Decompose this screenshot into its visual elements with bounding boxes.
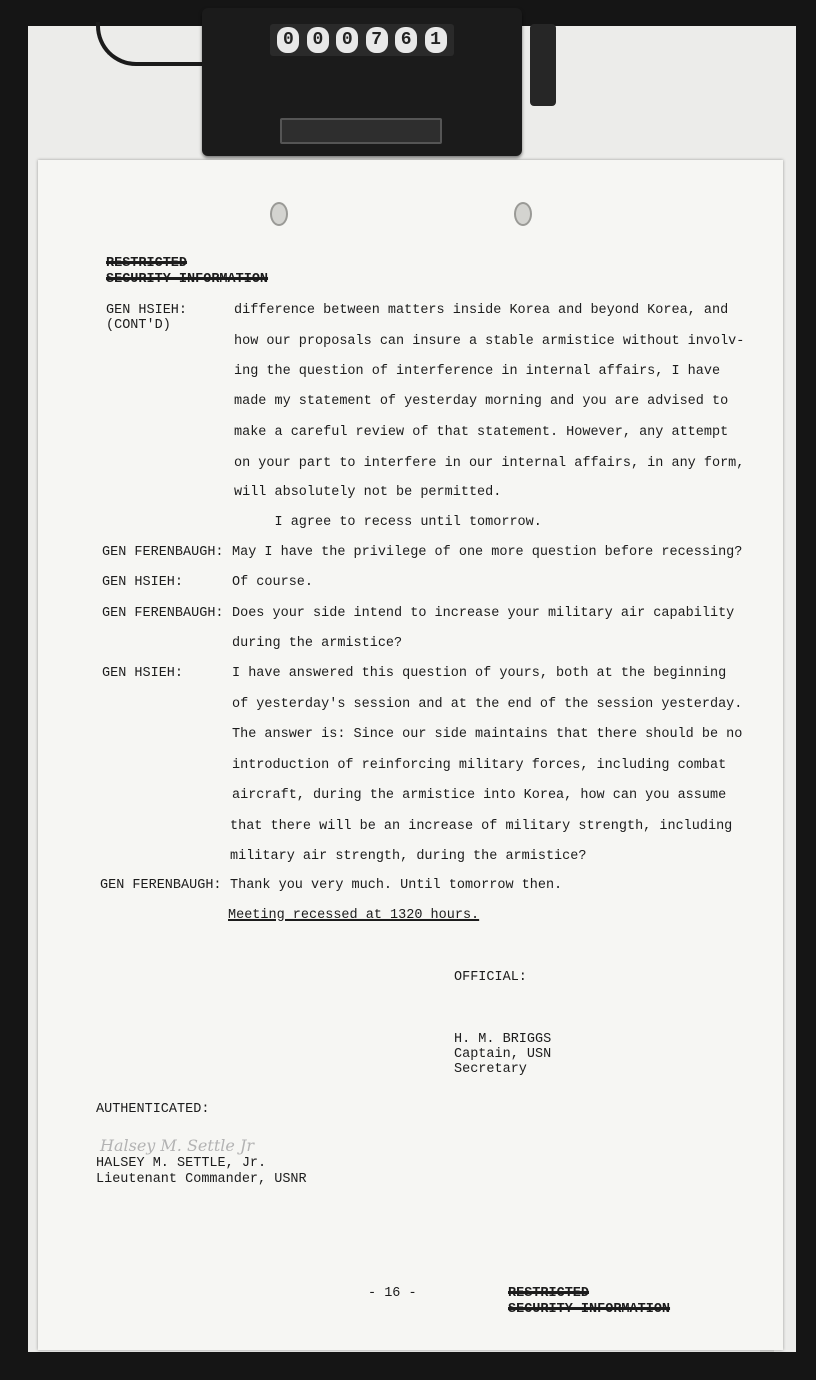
punch-hole: [514, 202, 532, 226]
document-page: [38, 160, 783, 1350]
authenticated-name: HALSEY M. SETTLE, Jr.: [96, 1156, 267, 1171]
transcript-line: introduction of reinforcing military forces, including combat: [232, 758, 727, 773]
transcript-line: I agree to recess until tomorrow.: [234, 515, 542, 530]
transcript-line: that there will be an increase of military strength, including: [230, 819, 733, 834]
frame-counter-device: [202, 8, 522, 156]
transcript-line: make a careful review of that statement. However, any attempt: [234, 425, 729, 440]
official-name: H. M. BRIGGS: [454, 1032, 552, 1047]
classification-footer-line2: SECURITY INFORMATION: [508, 1302, 671, 1317]
counter-digit: 1: [425, 27, 447, 53]
transcript-line: difference between matters inside Korea and beyond Korea, and: [234, 303, 729, 318]
transcript-line: I have answered this question of yours, both at the beginning: [232, 666, 727, 681]
counter-digit: 0: [307, 27, 329, 53]
speaker-label: GEN HSIEH:: [102, 666, 184, 681]
punch-hole: [270, 202, 288, 226]
transcript-line: during the armistice?: [232, 636, 403, 651]
transcript-line: of yesterday's session and at the end of the session yesterday.: [232, 697, 743, 712]
transcript-line: how our proposals can insure a stable armistice without involv-: [234, 334, 745, 349]
transcript-line: aircraft, during the armistice into Korea, how can you assume: [232, 788, 727, 803]
recess-note: Meeting recessed at 1320 hours.: [228, 908, 480, 923]
counter-digit: 0: [336, 27, 358, 53]
handwritten-signature: Halsey M. Settle Jr: [100, 1136, 254, 1155]
counter-digits: [270, 24, 454, 56]
transcript-line: May I have the privilege of one more question before recessing?: [232, 545, 743, 560]
classification-footer-line1: RESTRICTED: [508, 1286, 590, 1301]
speaker-continued: (CONT'D): [106, 318, 171, 333]
authenticated-rank: Lieutenant Commander, USNR: [96, 1172, 307, 1187]
transcript-line: Thank you very much. Until tomorrow then.: [230, 878, 563, 893]
transcript-line: made my statement of yesterday morning and you are advised to: [234, 394, 729, 409]
speaker-label: GEN FERENBAUGH:: [102, 545, 224, 560]
speaker-label: GEN FERENBAUGH:: [100, 878, 222, 893]
page-number: - 16 -: [368, 1286, 417, 1301]
speaker-label: GEN HSIEH:: [106, 303, 188, 318]
speaker-label: GEN HSIEH:: [102, 575, 184, 590]
authenticated-label: AUTHENTICATED:: [96, 1102, 210, 1117]
transcript-line: on your part to interfere in our internal affairs, in any form,: [234, 456, 745, 471]
transcript-line: The answer is: Since our side maintains that there should be no: [232, 727, 743, 742]
counter-knob: [530, 24, 556, 106]
official-rank: Captain, USN: [454, 1047, 552, 1062]
transcript-line: ing the question of interference in internal affairs, I have: [234, 364, 721, 379]
speaker-label: GEN FERENBAUGH:: [102, 606, 224, 621]
official-label: OFFICIAL:: [454, 970, 527, 985]
classification-header-line2: SECURITY INFORMATION: [106, 272, 269, 287]
counter-digit: 0: [277, 27, 299, 53]
official-title: Secretary: [454, 1062, 527, 1077]
counter-digit: 6: [395, 27, 417, 53]
counter-slot: [280, 118, 442, 144]
transcript-line: Does your side intend to increase your military air capability: [232, 606, 735, 621]
transcript-line: will absolutely not be permitted.: [234, 485, 502, 500]
transcript-line: military air strength, during the armistice?: [230, 849, 587, 864]
transcript-line: Of course.: [232, 575, 314, 590]
counter-digit: 7: [366, 27, 388, 53]
classification-header-line1: RESTRICTED: [106, 256, 188, 271]
